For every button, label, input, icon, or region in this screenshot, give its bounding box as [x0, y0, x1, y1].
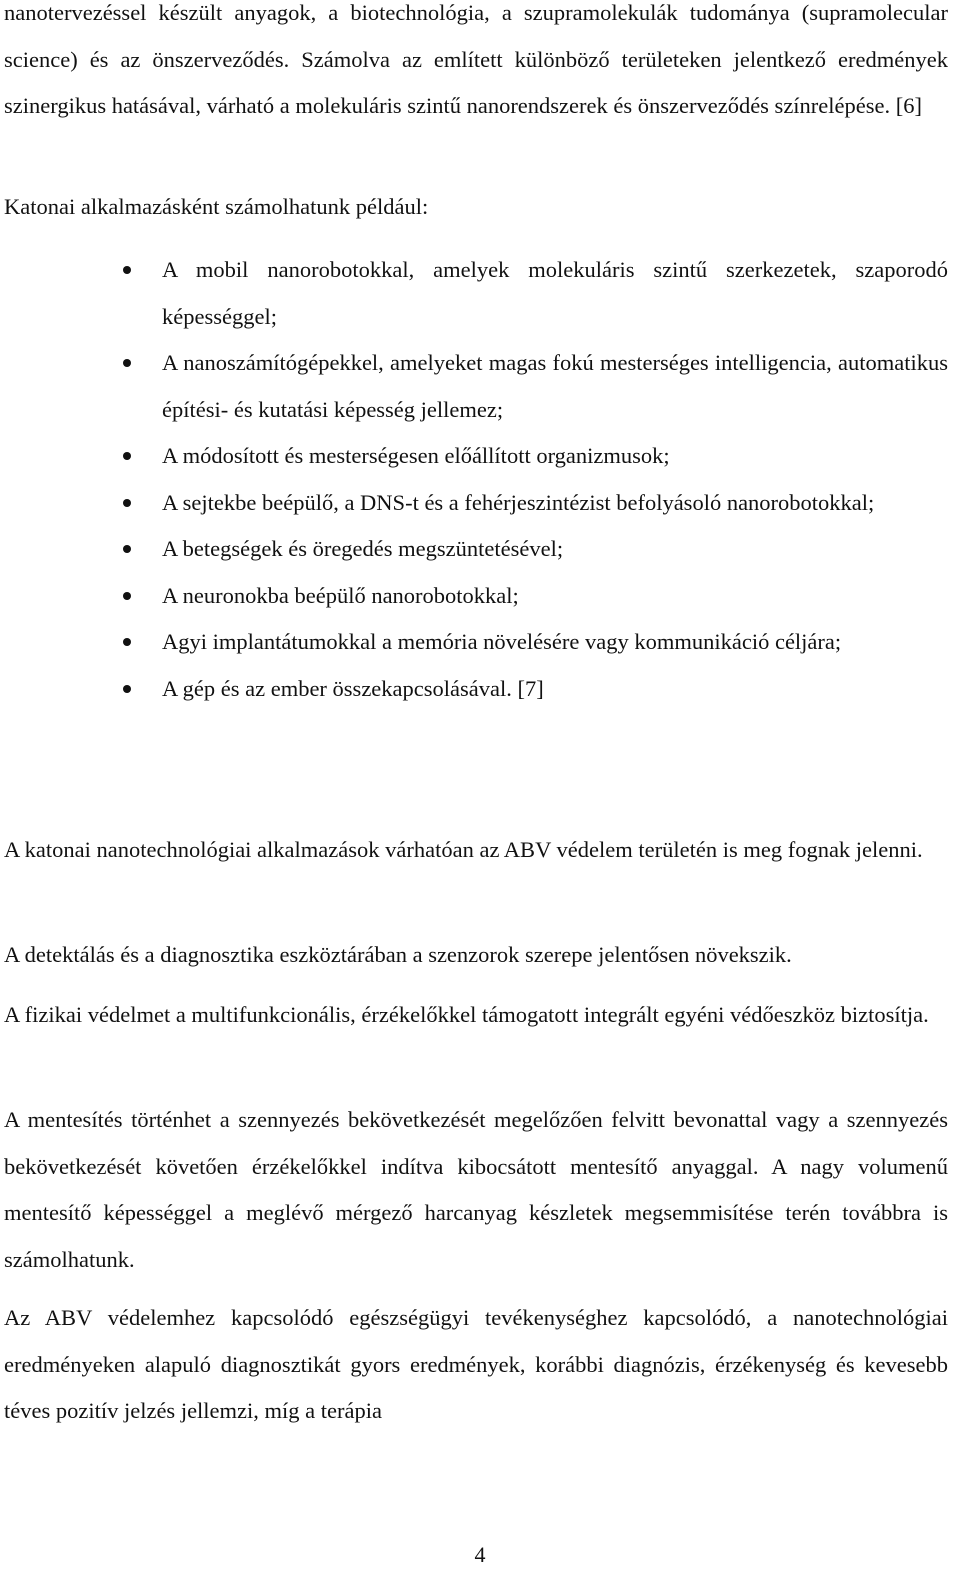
list-item: Agyi implantátumokkal a memória növelésére vagy kommunikáció céljára; [0, 619, 960, 666]
list-item: A mobil nanorobotokkal, amelyek molekuláris szintű szerkezetek, szaporodó képességgel; [0, 247, 960, 340]
list-item: A betegségek és öregedés megszüntetésével; [0, 526, 960, 573]
military-applications-list [0, 247, 960, 712]
page-number: 4 [474, 1542, 486, 1567]
physical-protection-paragraph: A fizikai védelmet a multifunkcionális, érzékelőkkel támogatott integrált egyéni védőeszköz biztosítja. [4, 1002, 929, 1027]
list-item: A gép és az ember összekapcsolásával. [7] [0, 666, 960, 713]
healthcare-paragraph: Az ABV védelemhez kapcsolódó egészségügyi tevékenységhez kapcsolódó, a nanotechnológiai eredményeken alapuló diagnosztikát gyors eredmények, korábbi diagnózis, érzékenység és kevesebb téves pozitív jelzés jellemzi, míg a terápia [4, 1305, 948, 1423]
list-item: A módosított és mesterségesen előállított organizmusok; [0, 433, 960, 480]
list-item: A sejtekbe beépülő, a DNS-t és a fehérjeszintézist befolyásoló nanorobotokkal; [0, 480, 960, 527]
list-item: A nanoszámítógépekkel, amelyeket magas fokú mesterséges intelligencia, automatikus építési- és kutatási képesség jellemez; [0, 340, 960, 433]
decontamination-paragraph: A mentesítés történhet a szennyezés bekövetkezését megelőzően felvitt bevonattal vagy a szennyezés bekövetkezését követően érzékelőkkel indítva kibocsátott mentesítő anyaggal. A nagy volumenű mentesítő képességgel a meglévő mérgező harcanyag készletek megsemmisítése terén továbbra is számolhatunk. [4, 1107, 948, 1272]
abv-defense-paragraph: A katonai nanotechnológiai alkalmazások várhatóan az ABV védelem területén is meg fognak jelenni. [4, 837, 923, 862]
list-lead-paragraph: Katonai alkalmazásként számolhatunk például: [4, 194, 429, 219]
list-item: A neuronokba beépülő nanorobotokkal; [0, 573, 960, 620]
intro-paragraph: nanotervezéssel készült anyagok, a biotechnológia, a szupramolekulák tudománya (supramolecular science) és az önszerveződés. Számolva az említett különböző területeken jelentkező eredmények szinergikus hatásával, várható a molekuláris szintű nanorendszerek és önszerveződés színrelépése. [6] [4, 0, 948, 118]
detection-paragraph: A detektálás és a diagnosztika eszköztárában a szenzorok szerepe jelentősen növekszik. [4, 942, 792, 967]
